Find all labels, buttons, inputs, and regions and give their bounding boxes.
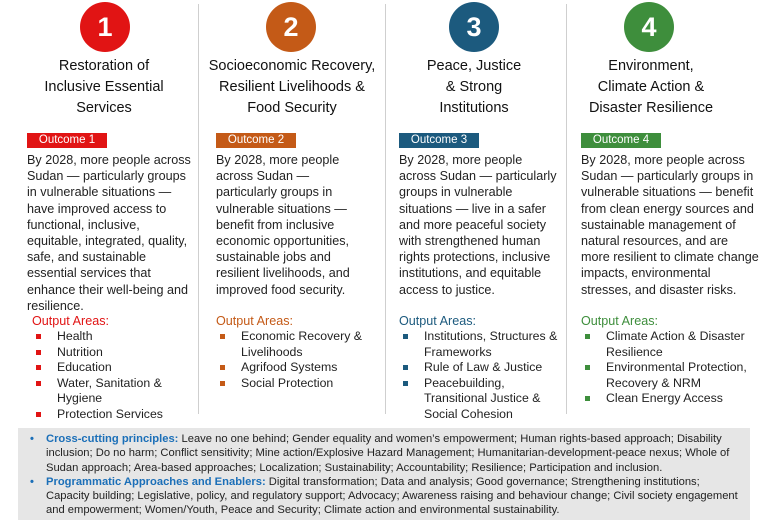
outcome-number-circle: 3 <box>449 2 499 52</box>
output-area-label: Social Protection <box>241 375 334 390</box>
bullet-dot-icon: • <box>30 475 34 488</box>
output-area-label: Peacebuilding, Transitional Justice & Social Cohesion <box>424 375 541 421</box>
title-line: Climate Action & <box>597 79 705 95</box>
list-item <box>399 376 559 423</box>
output-areas-list <box>399 329 559 422</box>
output-areas-list <box>216 329 376 391</box>
output-area-label: Water, Sanitation & Hygiene <box>57 375 162 405</box>
title-line: & Strong <box>445 79 503 95</box>
enablers-label: Programmatic Approaches and Enablers: <box>46 475 266 488</box>
title-line: Disaster Resilience <box>588 100 714 116</box>
outcome-description: By 2028, more people across Sudan — particularly groups in vulnerable situations — live in a safer and more peaceful society with strengthened human rights protections, inclusive institutions, and equitable access to justice. <box>399 153 557 297</box>
outcome-column-2 <box>199 0 382 422</box>
bullet-square-icon <box>36 412 41 417</box>
list-item <box>581 329 756 360</box>
outcome-title <box>567 56 735 119</box>
bullet-square-icon <box>36 334 41 339</box>
title-line: Restoration of <box>58 58 150 74</box>
list-item <box>32 407 182 423</box>
list-item <box>399 329 559 360</box>
outcome-description: By 2028, more people across Sudan — particularly groups in vulnerable situations — have improved access to functional, inclusive, equitable, integrated, quality, safe, and sustainable essential services that enhance their well-being and resilience. <box>27 153 191 313</box>
output-area-label: Nutrition <box>57 344 103 359</box>
bullet-square-icon <box>403 365 408 370</box>
bullet-square-icon <box>585 334 590 339</box>
list-item <box>216 360 376 376</box>
title-line: Services <box>76 100 132 116</box>
bullet-square-icon <box>585 396 590 401</box>
output-areas-heading: Output Areas: <box>399 314 477 328</box>
outcome-badge: Outcome 3 <box>399 133 479 148</box>
output-area-label: Agrifood Systems <box>241 360 338 374</box>
bullet-square-icon <box>36 365 41 370</box>
bullet-square-icon <box>220 365 225 370</box>
output-area-label: Education <box>57 360 112 374</box>
outcome-badge: Outcome 4 <box>581 133 661 148</box>
output-areas-list <box>32 329 182 422</box>
title-line: Environment, <box>608 58 694 74</box>
bullet-square-icon <box>403 381 408 386</box>
title-line: Food Security <box>247 100 337 116</box>
bullet-square-icon <box>220 381 225 386</box>
list-item <box>32 376 182 407</box>
title-line: Institutions <box>439 100 509 116</box>
output-area-label: Rule of Law & Justice <box>424 360 543 374</box>
output-areas-heading: Output Areas: <box>32 314 110 328</box>
output-area-label: Health <box>57 329 93 343</box>
list-item <box>581 391 756 407</box>
bullet-square-icon <box>585 365 590 370</box>
title-line: Socioeconomic Recovery, <box>208 58 376 74</box>
list-item <box>399 360 559 376</box>
output-area-label: Economic Recovery & Livelihoods <box>241 329 362 359</box>
outcome-description: By 2028, more people across Sudan — particularly groups in vulnerable situations — benefit from clean energy sources and sustainable management of natural resources, and are more resilient to climate change impacts, environmental stresses, and disaster risks. <box>581 153 759 297</box>
output-area-label: Protection Services <box>57 406 163 421</box>
list-item <box>32 345 182 361</box>
outcome-column-3 <box>386 0 563 422</box>
programmatic-enablers <box>26 475 742 518</box>
outcome-column-4 <box>567 0 770 422</box>
outcome-number-circle: 4 <box>624 2 674 52</box>
output-area-label: Climate Action & Disaster Resilience <box>606 329 745 359</box>
bullet-square-icon <box>403 334 408 339</box>
outcome-title <box>199 56 385 119</box>
output-area-label: Clean Energy Access <box>606 391 723 405</box>
cross-cutting-principles <box>26 432 742 475</box>
title-line: Resilient Livelihoods & <box>219 79 365 95</box>
output-area-label: Institutions, Structures & Frameworks <box>424 329 558 359</box>
bullet-dot-icon: • <box>30 433 34 445</box>
list-item <box>32 329 182 345</box>
outcome-title <box>4 56 204 119</box>
outcome-column-1 <box>0 0 197 422</box>
list-item <box>581 360 756 391</box>
output-area-label: Environmental Protection, Recovery & NRM <box>606 360 747 390</box>
cross-cutting-text: Leave no one behind; Gender equality and women’s empowerment; Human rights-based approach; Disability inclusion; Do no harm; Conflict sensitivity; Mine action/Explosive Hazard Management; Humanitarian-development-peace nexus; Whole of Sudan approach; Area-based approaches; Localization; Sustainability; Accountability; Resilience; Participation and inclusion. <box>46 433 730 474</box>
enablers-text: Digital transformation; Data and analysis; Good governance; Strengthening institutions; Capacity building; Legislative, policy, and regulatory support; Advocacy; Awareness raising and behaviour change; Civil society engagement and empowerment; Women/Youth, Peace and Security; Climate action and environmental sustainability. <box>46 475 738 517</box>
bullet-square-icon <box>36 381 41 386</box>
output-areas-list <box>581 329 756 407</box>
outcome-badge: Outcome 2 <box>216 133 296 148</box>
bullet-square-icon <box>36 350 41 355</box>
outcome-title <box>386 56 562 119</box>
output-areas-heading: Output Areas: <box>581 314 659 328</box>
title-line: Inclusive Essential <box>44 79 164 95</box>
outcome-number-circle: 1 <box>80 2 130 52</box>
bullet-square-icon <box>220 334 225 339</box>
list-item <box>216 329 376 360</box>
principles-panel <box>18 428 750 520</box>
list-item <box>32 360 182 376</box>
title-line: Peace, Justice <box>426 58 522 74</box>
outcome-badge: Outcome 1 <box>27 133 107 148</box>
cross-cutting-label: Cross-cutting principles: <box>46 433 179 445</box>
outcome-number-circle: 2 <box>266 2 316 52</box>
list-item <box>216 376 376 392</box>
outcome-description: By 2028, more people across Sudan — particularly groups in vulnerable situations — benefit from inclusive economic opportunities, sustainable jobs and resilient livelihoods, and improved food security. <box>216 153 350 297</box>
output-areas-heading: Output Areas: <box>216 314 294 328</box>
